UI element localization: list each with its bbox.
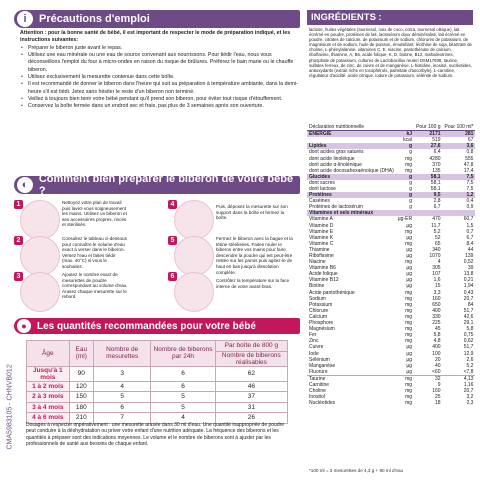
col-realisable: Nombre de biberons réalisables: [215, 351, 287, 366]
product-code: [6, 328, 16, 458]
nutrition-cell-unit: g: [409, 149, 413, 156]
nutrition-cell-unit: µg: [406, 350, 413, 357]
nutrition-cell-unit: mg: [405, 400, 413, 407]
nutrition-cell-b: 51,7: [463, 307, 474, 314]
precaution-item: ▪ Utilisez une eau minérale ou une eau de source convenant aux nourrissons. Pour tiédir l'eau, nous vous déconseillons l'emploi du four à micro-ondes en raison du risque de brûlures. Préférez le bain marie ou le chauffe biberon.: [28, 52, 302, 74]
step-number: 3: [14, 272, 23, 281]
nutrition-cell-unit: mg: [405, 259, 413, 266]
table-row: [27, 392, 288, 403]
nutrition-cell-b: 0,9: [466, 204, 474, 211]
nutrition-cell-b: 7,5: [466, 179, 474, 186]
nutrition-cell-label: Vitamine A: [309, 216, 333, 223]
nutrition-cell-b: 51,7: [463, 344, 474, 351]
nutrition-footnote: *100 ml = 3 mesurettes de 4,3 g + 90 ml d'eau: [309, 468, 404, 473]
col-box: Par boîte de 800 g: [215, 341, 287, 352]
nutrition-cell-a: 15: [434, 283, 441, 290]
water-illustration: [20, 236, 60, 276]
nutrition-cell-a: 400: [432, 344, 441, 351]
precautions-list: [20, 45, 302, 111]
shake-illustration: [174, 236, 214, 276]
nutrition-cell-label: Biotine: [309, 283, 325, 290]
cell-age: 2 à 3 mois: [27, 392, 70, 403]
nutrition-header-label: Déclaration nutritionnelle: [307, 124, 396, 131]
nutrition-cell-label: Caséines: [309, 198, 330, 205]
nutrition-cell-label: ÉNERGIE: [307, 131, 396, 138]
nutrition-cell-unit: mg: [405, 289, 413, 296]
nutrition-cell-a: 160: [432, 295, 441, 302]
step-number: 1: [14, 200, 23, 209]
product-code-text: CMA5983105 - CHNVB012: [6, 364, 14, 450]
nutrition-cell-unit: mg: [405, 394, 413, 401]
nutrition-cell-a: 6,4: [433, 149, 441, 156]
nutrition-cell-label: Sodium: [309, 295, 326, 302]
nutrition-cell-b: 5,2: [466, 362, 474, 369]
nutrition-cell-label: Potassium: [309, 301, 333, 308]
table-row: [27, 366, 288, 381]
nutrition-cell-unit: g: [396, 143, 414, 149]
nutrition-cell-a: 3,3: [433, 289, 441, 296]
nutrition-cell-label: Niacine: [309, 259, 326, 266]
cell-scoops: 3: [93, 366, 150, 381]
nutrition-cell-unit: mg: [405, 240, 413, 247]
nutrition-cell-b: 44: [467, 246, 474, 253]
nutrition-cell-label: Magnésium: [309, 326, 335, 333]
nutrition-cell-b: 67: [467, 137, 474, 144]
nutrition-cell-a: 2171: [414, 131, 442, 138]
nutrition-cell-a: <60: [432, 368, 441, 375]
nutrition-cell-unit: mg: [405, 313, 413, 320]
precaution-item: ▪ Il est recommandé de donner le biberon dans l'heure qui suit sa préparation à température ambiante, dans la demi-heure s'il est tiédi. Jetez sans hésiter le reste d'un biberon non terminé.: [28, 81, 302, 96]
cell-bottles: 6: [151, 366, 215, 381]
nutrition-cell-unit: µg: [406, 271, 413, 278]
col-scoops: Nombre de mesurettes: [93, 341, 150, 367]
nutrition-cell-label: Vitamine B12: [309, 277, 339, 284]
nutrition-table: [307, 124, 475, 406]
nutrition-cell-b: 47,8: [463, 161, 474, 168]
nutrition-cell-label: Fluorure: [309, 368, 328, 375]
nutrition-cell-label: Glucides: [307, 174, 396, 180]
cell-age: 4 à 6 mois: [27, 413, 70, 424]
scoop-illustration: [20, 272, 60, 312]
nutrition-cell-b: 2,3: [466, 400, 474, 407]
temperature-illustration: [174, 272, 214, 312]
nutrition-cell-label: Vitamine C: [309, 240, 334, 247]
nutrition-cell-unit: µg: [406, 246, 413, 253]
nutrition-cell-label: dont lactose: [309, 185, 336, 192]
nutrition-cell-b: 42,6: [463, 313, 474, 320]
nutrition-cell-unit: mg: [405, 307, 413, 314]
nutrition-cell-label: Calcium: [309, 313, 328, 320]
nutrition-cell-a: 107: [432, 271, 441, 278]
nutrition-cell-a: 20: [434, 356, 441, 363]
nutrition-cell-label: Vitamine D: [309, 222, 334, 229]
nutrition-cell-unit: mg: [405, 332, 413, 339]
nutrition-cell-b: 3,2: [466, 394, 474, 401]
nutrition-cell-b: 0,52: [463, 259, 474, 266]
nutrition-cell-unit: mg: [405, 381, 413, 388]
nutrition-header-100g: Pour 100 g: [416, 124, 441, 131]
nutrition-cell-b: 5,8: [466, 326, 474, 333]
nutrition-cell-label: Carnitine: [309, 381, 330, 388]
nutrition-cell-unit: mg: [405, 301, 413, 308]
nutrition-cell-label: Taurine: [307, 375, 396, 382]
nutrition-cell-a: 5,2: [433, 228, 441, 235]
nutrition-cell-a: 400: [432, 307, 441, 314]
precaution-item: ▪ Utilisez exclusivement la mesurette contenue dans cette boîte.: [28, 74, 302, 81]
cell-realisable: 62: [215, 366, 287, 381]
nutrition-cell-unit: µg: [406, 283, 413, 290]
step-1-text: Nettoyez votre plan de travail puis lavez-vous soigneusement les mains. Utilisez un biberon et ses accessoires propres, rincés et stérilisés.: [62, 200, 127, 228]
nutrition-cell-unit: g: [396, 192, 414, 198]
nutrition-cell-a: 2,8: [433, 198, 441, 205]
cell-water: 120: [69, 381, 93, 392]
nutrition-cell-unit: kJ: [396, 131, 414, 138]
nutrition-cell-b: 7,5: [443, 174, 476, 180]
preparation-header: [14, 173, 300, 197]
nutrition-cell-label: Acide pantothénique: [309, 289, 355, 296]
cell-age: 1 à 2 mois: [27, 381, 70, 392]
step-number: 2: [14, 236, 23, 245]
nutrition-cell-unit: g: [409, 185, 413, 192]
ingredients-title: INGRÉDIENTS :: [307, 10, 473, 25]
step-6-text: Contrôlez la température sur la face interne de votre avant-bras.: [216, 278, 290, 289]
precaution-item: ▪ Préparer le biberon juste avant le repas.: [28, 45, 302, 52]
cell-water: 150: [69, 392, 93, 403]
nutrition-cell-unit: g: [409, 204, 413, 211]
step-number: 5: [168, 236, 177, 245]
nutrition-cell-a: 52: [434, 234, 441, 241]
nutrition-cell-b: 29,1: [463, 320, 474, 327]
nutrition-cell-unit: µg: [406, 362, 413, 369]
cell-realisable: 46: [215, 381, 287, 392]
quantities-title: Les quantités recommandées pour votre bébé: [37, 320, 256, 332]
cell-realisable: 26: [215, 413, 287, 424]
cell-scoops: 5: [93, 392, 150, 403]
nutrition-cell-unit: µg: [406, 344, 413, 351]
nutrition-cell-label: Thiamine: [309, 246, 330, 253]
nutrition-cell-b: 1,16: [463, 381, 474, 388]
nutrition-cell-unit: µg: [406, 277, 413, 284]
nutrition-cell-b: 17,4: [463, 167, 474, 174]
nutrition-cell-a: 519: [432, 137, 441, 144]
info-icon: i: [17, 11, 33, 27]
nutrition-cell-a: 25: [434, 394, 441, 401]
nutrition-cell-b: 1,94: [463, 283, 474, 290]
dosage-note: Dosages à respecter impérativement : une mesurette arasée dans 30 ml d'eau. Une quantité inappropriée de poudre peut conduire à la déshydratation ou priver votre enfant d'une nutrition adéquate. La fréquence des biberons et les quantités à préparer sont des indications moyennes. Le volume et le nombre de biberons sont à ajuster par les professionnels de santé aux besoins de chaque enfant.: [26, 422, 285, 447]
cell-age: Jusqu'à 1 mois: [27, 366, 70, 381]
nutrition-cell-a: 9,5: [414, 192, 442, 198]
nutrition-cell-a: 27,6: [414, 143, 442, 149]
precautions-header: [14, 10, 300, 28]
cell-bottles: 6: [151, 381, 215, 392]
nutrition-cell-label: dont acide docosahexaénoïque (DHA): [309, 167, 394, 174]
nutrition-cell-b: <7,8: [463, 368, 474, 375]
nutrition-cell-a: 4,8: [433, 338, 441, 345]
nutrition-cell-a: 40: [434, 362, 441, 369]
nutrition-cell-unit: mg: [405, 155, 413, 162]
nutrition-cell-a: 470: [432, 216, 441, 223]
nutrition-cell-b: 0,75: [463, 332, 474, 339]
nutrition-cell-b: 0,21: [463, 277, 474, 284]
nutrition-cell-a: 11,7: [431, 222, 441, 229]
nutrition-cell-unit: g: [409, 179, 413, 186]
nutrition-cell-label: Acide folique: [309, 271, 338, 278]
nutrition-cell-label: Vitamine K: [309, 234, 334, 241]
preparation-title: Comment bien préparer le biberon de votre bébé ?: [38, 173, 294, 197]
nutrition-cell-label: Protéines de lactosérum: [309, 204, 363, 211]
nutrition-cell-unit: mg: [405, 338, 413, 345]
nutrition-cell-unit: µg: [406, 253, 413, 260]
nutrition-cell-b: 13,8: [463, 271, 474, 278]
nutrition-cell-a: 5,8: [433, 332, 441, 339]
hands-illustration: [20, 200, 60, 240]
step-number: 6: [168, 272, 177, 281]
col-bottles: Nombre de biberons par 24h: [151, 341, 215, 367]
nutrition-cell-b: 4,13: [443, 375, 476, 382]
nutrition-cell-label: Iode: [309, 350, 319, 357]
cell-realisable: 31: [215, 402, 287, 413]
nutrition-cell-b: 20,7: [463, 295, 474, 302]
preparation-steps: [14, 200, 300, 308]
nutrition-row: [307, 369, 475, 376]
nutrition-cell-a: 58,1: [414, 174, 442, 180]
nutrition-cell-unit: µg: [406, 222, 413, 229]
nutrition-cell-unit: g: [396, 174, 414, 180]
nutrition-cell-a: 160: [432, 388, 441, 395]
nutrition-cell-unit: mg: [405, 295, 413, 302]
nutrition-row: [307, 375, 475, 382]
nutrition-cell-label: Chlorure: [309, 307, 329, 314]
precaution-item: ▪ Conservez la boîte fermée dans un endroit sec et frais, pas plus de 3 semaines après son ouverture.: [28, 103, 302, 110]
nutrition-cell-b: 0,7: [466, 228, 474, 235]
nutrition-cell-label: dont acides gras saturés: [309, 149, 364, 156]
nutrition-cell-b: 84: [467, 301, 474, 308]
nutrition-cell-unit: mg: [405, 388, 413, 395]
precautions-title: Précautions d'emploi: [39, 13, 150, 25]
nutrition-cell-unit: µg-ER: [397, 216, 413, 223]
step-4-text: Puis, déposez la mesurette sur son support dans la boîte et fermez la boîte.: [216, 204, 288, 221]
nutrition-cell-label: Zinc: [309, 338, 319, 345]
step-number: 4: [168, 200, 177, 209]
nutrition-cell-label: dont acide linoléique: [309, 155, 355, 162]
nutrition-cell-label: dont acide α-linolénique: [309, 161, 362, 168]
nutrition-cell-a: 9: [437, 381, 441, 388]
nutrition-cell-a: 58,1: [430, 185, 441, 192]
nutrition-cell-unit: mg: [405, 228, 413, 235]
nutrition-cell-a: 4280: [429, 155, 441, 162]
nutrition-cell-b: 1,5: [466, 222, 474, 229]
cell-realisable: 37: [215, 392, 287, 403]
precautions-text: [20, 30, 302, 111]
precaution-item: ▪ Veillez à toujours bien tenir votre bébé pendant qu'il prend son biberon, pour éviter tout risque d'étouffement.: [28, 96, 302, 103]
nutrition-cell-label: dont sucres: [309, 179, 335, 186]
nutrition-cell-label: Vitamines et sels minéraux: [307, 210, 396, 216]
nutrition-cell-b: 60,7: [463, 216, 474, 223]
cell-water: 180: [69, 402, 93, 413]
nutrition-cell-b: 281: [443, 131, 476, 138]
col-water: Eau (ml): [69, 341, 93, 367]
quantities-header: [14, 318, 300, 334]
nutrition-cell-label: Cuivre: [309, 344, 324, 351]
cell-bottles: 4: [151, 413, 215, 424]
nutrition-cell-unit: µg: [406, 368, 413, 375]
quantities-table: [26, 340, 288, 424]
nutrition-cell-label: Vitamine E: [309, 228, 334, 235]
nutrition-cell-unit: µg: [406, 356, 413, 363]
nutrition-cell-unit: mg: [396, 375, 414, 382]
nutrition-cell-a: 135: [432, 167, 441, 174]
nutrition-cell-a: 330: [432, 313, 441, 320]
table-row: [27, 402, 288, 413]
nutrition-cell-a: 45: [434, 326, 441, 333]
table-row: [27, 381, 288, 392]
nutrition-cell-b: 555: [465, 155, 474, 162]
nutrition-cell-unit: g: [409, 198, 413, 205]
nutrition-cell-b: 0,4: [466, 198, 474, 205]
cell-bottles: 5: [151, 392, 215, 403]
nutrition-cell-a: 100: [432, 350, 441, 357]
nutrition-cell-label: Choline: [309, 388, 326, 395]
cell-water: 210: [69, 413, 93, 424]
nutrition-cell-label: Sélénium: [309, 356, 330, 363]
cell-scoops: 6: [93, 402, 150, 413]
nutrition-cell-unit: mg: [405, 161, 413, 168]
nutrition-cell-unit: mg: [405, 326, 413, 333]
step-2-text: Consultez le tableau ci-dessous pour connaître le volume d'eau exact à verser dans le biberon. Versez l'eau et faites tiédir (max. 40°C) si vous le souhaitez.: [62, 236, 127, 269]
cell-water: 90: [69, 366, 93, 381]
bottle-icon: ◐: [17, 177, 33, 193]
nutrition-cell-unit: mg: [405, 320, 413, 327]
nutrition-cell-a: 370: [432, 161, 441, 168]
nutrition-cell-b: 20,7: [463, 388, 474, 395]
nutrition-cell-label: Fer: [309, 332, 317, 339]
nutrition-cell-unit: µg: [406, 265, 413, 272]
nutrition-cell-b: 139: [465, 253, 474, 260]
nutrition-cell-unit: mg: [405, 167, 413, 174]
nutrition-cell-label: Phosphore: [309, 320, 334, 327]
nutrition-cell-a: 32: [414, 375, 442, 382]
nutrition-cell-label: Manganèse: [309, 362, 336, 369]
nutrition-cell-a: 65: [434, 240, 441, 247]
nutrition-header-unit: [396, 124, 414, 131]
step-5-text: Fermez le biberon avec la bague et la tétine stérilisées. Faites rouler le biberon entre vos mains pour faire descendre la poudre qui est peut-être restée sur les parois puis agitez-le de haut en bas jusqu'à dissolution complète.: [216, 236, 293, 275]
nutrition-cell-b: 6,7: [466, 234, 474, 241]
nutrition-cell-b: 8,4: [466, 240, 474, 247]
nutrition-cell-a: 1070: [429, 253, 441, 260]
scoop-icon: ●: [17, 319, 31, 333]
nutrition-cell-a: 4: [437, 259, 441, 266]
nutrition-cell-b: 3,6: [443, 143, 476, 149]
nutrition-cell-b: 12,9: [463, 350, 474, 357]
nutrition-row: [307, 400, 475, 406]
nutrition-header-100ml: Pour 100 ml*: [444, 124, 474, 131]
nutrition-cell-label: Lipides: [307, 143, 396, 149]
nutrition-cell-b: 0,43: [463, 289, 474, 296]
col-age: Âge: [27, 341, 70, 367]
step-3-text: Ajoutez le nombre exact de mesurettes de poudre correspondant au volume d'eau. Arasez chaque mesurette sur le rebord.: [62, 272, 128, 300]
nutrition-cell-label: Inositol: [309, 394, 325, 401]
nutrition-cell-label: Protéines: [307, 192, 396, 198]
nutrition-cell-b: 0,8: [466, 149, 474, 156]
nutrition-cell-b: 7,5: [466, 185, 474, 192]
nutrition-cell-b: 39: [467, 265, 474, 272]
nutrition-cell-label: Nucléotides: [309, 400, 336, 407]
nutrition-cell-label: Vitamine B6: [309, 265, 336, 272]
nutrition-cell-b: 2,6: [466, 356, 474, 363]
nutrition-cell-a: 340: [432, 246, 441, 253]
nutrition-cell-a: 225: [432, 320, 441, 327]
nutrition-cell-unit: µg: [406, 234, 413, 241]
nutrition-cell-a: 1,6: [433, 277, 441, 284]
nutrition-cell-a: 58,1: [430, 179, 441, 186]
nutrition-cell-b: 0,62: [463, 338, 474, 345]
box-illustration: [174, 200, 214, 240]
cell-bottles: 5: [151, 402, 215, 413]
cell-age: 3 à 4 mois: [27, 402, 70, 413]
nutrition-row: [307, 131, 475, 138]
cell-scoops: 4: [93, 381, 150, 392]
nutrition-cell-unit: kcal: [403, 137, 413, 144]
nutrition-cell-b: 1,2: [443, 192, 476, 198]
nutrition-cell-a: 650: [432, 301, 441, 308]
precautions-intro: Attention : pour la bonne santé de bébé, il est important de respecter le mode de préparation indiqué, et les instructions suivantes:: [20, 30, 291, 44]
nutrition-cell-a: 305: [432, 265, 441, 272]
cell-scoops: 7: [93, 413, 150, 424]
nutrition-cell-a: 18: [434, 400, 441, 407]
ingredients-text: lactose, huiles végétales (tournesol, noix de coco, colza, tournesol oléique), lait écrémé en poudre, protéines de lait, lactosérum doux déminéralisé, lait écrémé en poudre, citrates de calcium, de potassium et de sodium, chlorures de potassium, de magnésium et de sodium, huile de poisson, émulsifiant: lécithine de soja, bitartrate de choline, L-phénylalanine, vitamines C, E, niacine, pantothénate de calcium, riboflavine, thiamine, A, B6, acide folique, K, D, biotine, B12, maltodextrines, phosphate de potassium, cultures de Lactobacillus reuteri DSM17938, taurine, sulfates ferreux, de zinc, de cuivre et de manganèse, L-histidine, inositol, nucléotides, antioxydants (extrait riche en tocophérols, palmitate d'ascorbyle), L-carnitine, régulateur d'acidité: acide citrique, iodure de potassium, sélénite de sodium.: [309, 27, 472, 78]
nutrition-cell-label: Riboflavine: [309, 253, 334, 260]
nutrition-cell-a: 6,7: [433, 204, 441, 211]
